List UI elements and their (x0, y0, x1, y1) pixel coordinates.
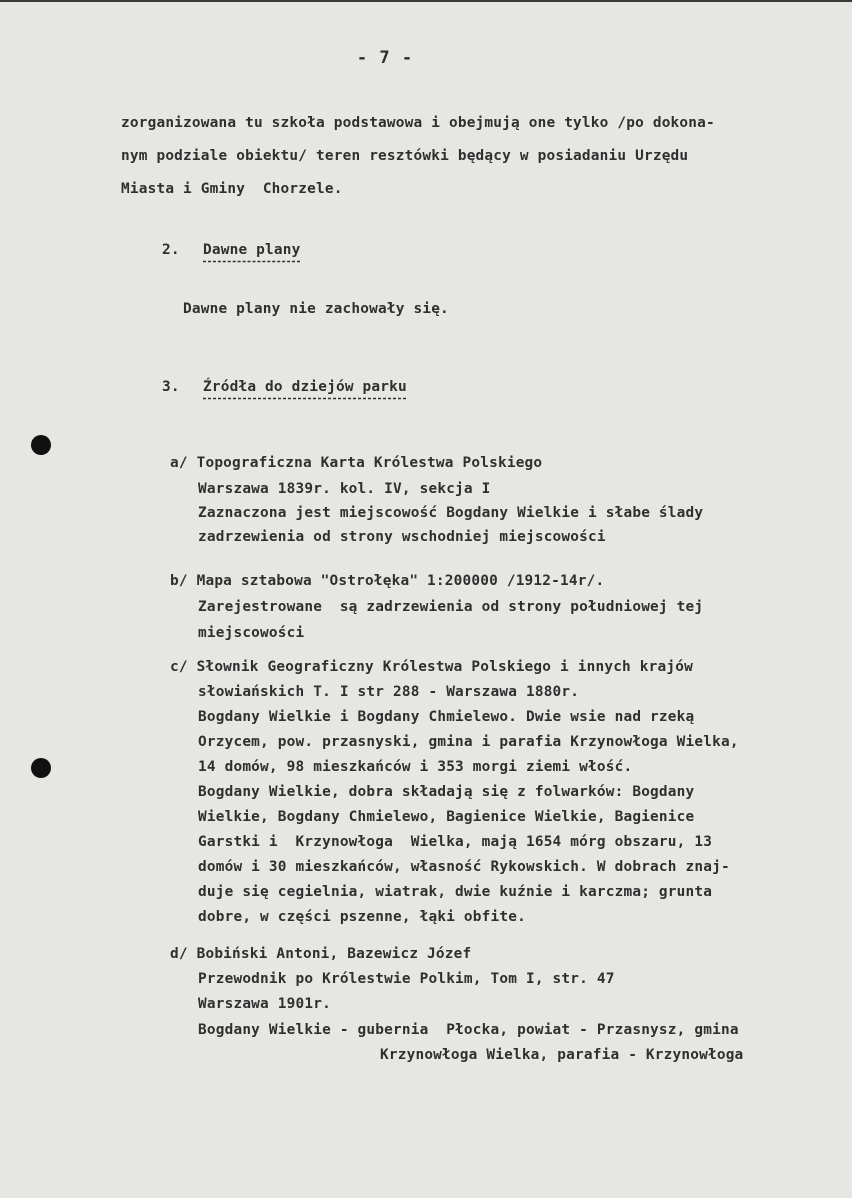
section-3-heading: Źródła do dziejów parku (203, 379, 407, 395)
source-a-line: Zaznaczona jest miejscowość Bogdany Wielkie i słabe ślady (198, 505, 704, 521)
source-c-line: domów i 30 mieszkańców, własność Rykowskich. W dobrach znaj- (198, 859, 730, 875)
punch-hole (31, 435, 51, 455)
source-c-line: Bogdany Wielkie, dobra składają się z folwarków: Bogdany (198, 784, 695, 800)
page-number: - 7 - (356, 48, 414, 68)
source-b-line: miejscowości (198, 625, 305, 641)
punch-hole (31, 758, 51, 778)
source-d-line: Bogdany Wielkie - gubernia Płocka, powiat - Przasnysz, gmina (198, 1022, 739, 1038)
source-c-line: duje się cegielnia, wiatrak, dwie kuźnie i karczma; grunta (198, 884, 713, 900)
section-3-number: 3. (162, 379, 180, 395)
source-c-line: 14 domów, 98 mieszkańców i 353 morgi ziemi włość. (198, 759, 633, 775)
source-d-line: Warszawa 1901r. (198, 996, 331, 1012)
section-2-text: Dawne plany nie zachowały się. (183, 301, 449, 317)
intro-line: zorganizowana tu szkoła podstawowa i obejmują one tylko /po dokona- (121, 115, 715, 131)
source-c-line: dobre, w części pszenne, łąki obfite. (198, 909, 526, 925)
source-c-line: Garstki i Krzynowłoga Wielka, mają 1654 mórg obszaru, 13 (198, 834, 713, 850)
source-b-line: b/ Mapa sztabowa "Ostrołęka" 1:200000 /1912-14r/. (170, 573, 605, 589)
intro-line: nym podziale obiektu/ teren resztówki będący w posiadaniu Urzędu (121, 148, 689, 164)
source-c-line: słowiańskich T. I str 288 - Warszawa 1880r. (198, 684, 580, 700)
source-a-line: Warszawa 1839r. kol. IV, sekcja I (198, 481, 491, 497)
source-c-line: Orzycem, pow. przasnyski, gmina i parafia Krzynowłoga Wielka, (198, 734, 739, 750)
intro-line: Miasta i Gminy Chorzele. (121, 181, 343, 197)
page-edge (0, 0, 852, 2)
source-d-line: d/ Bobiński Antoni, Bazewicz Józef (170, 946, 472, 962)
source-c-line: c/ Słownik Geograficzny Królestwa Polskiego i innych krajów (170, 659, 693, 675)
source-b-line: Zarejestrowane są zadrzewienia od strony południowej tej (198, 599, 704, 615)
section-2-heading: Dawne plany (203, 242, 301, 258)
section-2-number: 2. (162, 242, 180, 258)
source-a-line: zadrzewienia od strony wschodniej miejscowości (198, 529, 606, 545)
source-c-line: Bogdany Wielkie i Bogdany Chmielewo. Dwie wsie nad rzeką (198, 709, 695, 725)
source-c-line: Wielkie, Bogdany Chmielewo, Bagienice Wielkie, Bagienice (198, 809, 695, 825)
source-a-line: a/ Topograficzna Karta Królestwa Polskiego (170, 455, 543, 471)
source-d-line: Przewodnik po Królestwie Polkim, Tom I, str. 47 (198, 971, 615, 987)
source-d-line: Krzynowłoga Wielka, parafia - Krzynowłoga (380, 1047, 744, 1063)
